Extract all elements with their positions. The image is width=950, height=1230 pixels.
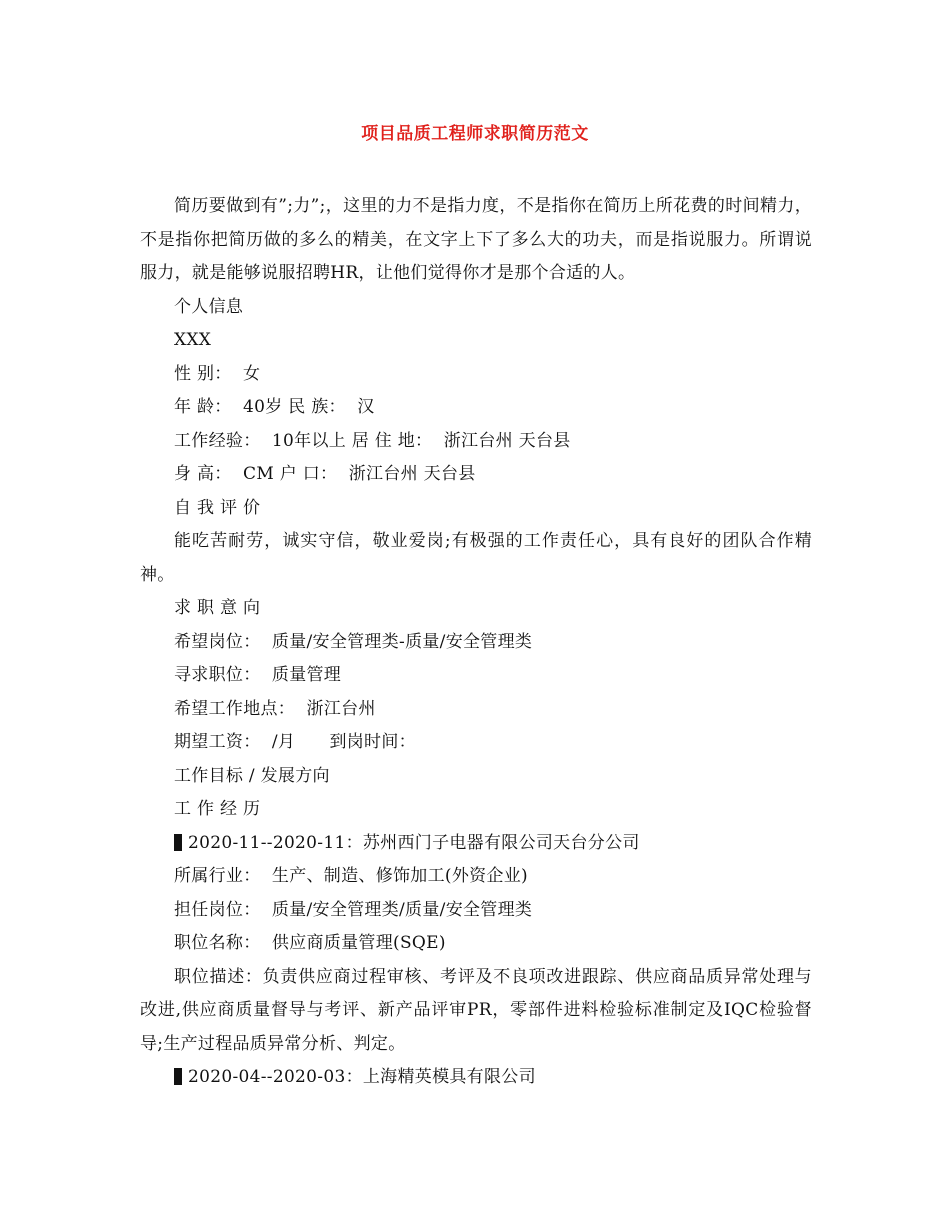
job1-industry-line: 所属行业： 生产、制造、修饰加工(外资企业): [174, 866, 528, 886]
document-title: 项目品质工程师求职简历范文: [361, 124, 589, 144]
job1-description: 职位描述：负责供应商过程审核、考评及不良项改进跟踪、供应商品质异常处理与改进,供应商质量督导与考评、新产品评审PR，零部件进料检验标准制定及IQC检验督导;生产过程品质异常分析、判定。: [140, 966, 812, 1054]
intro-paragraph: 简历要做到有”;力”;，这里的力不是指力度，不是指你在简历上所花费的时间精力，不是指你把简历做的多么的精美，在文字上下了多么大的功夫，而是指说服力。所谓说服力，就是能够说服招聘HR，让他们觉得你才是那个合适的人。: [140, 196, 812, 283]
work-history-heading: 工 作 经 历: [174, 799, 261, 819]
candidate-name: XXX: [174, 330, 212, 350]
job2-header-text: 2020-04--2020-03：上海精英模具有限公司: [188, 1067, 536, 1087]
bullet-icon: [174, 834, 182, 851]
age-line: 年 龄： 40岁 民 族： 汉: [174, 397, 375, 417]
job1-header: [140, 827, 812, 861]
self-eval-paragraph: 能吃苦耐劳，诚实守信，敬业爱岗;有极强的工作责任心，具有良好的团队合作精神。: [140, 531, 812, 585]
goal-line: 工作目标 / 发展方向: [174, 765, 330, 786]
job1-title-line: 职位名称： 供应商质量管理(SQE): [174, 933, 446, 953]
desired-position-line: 希望岗位： 质量/安全管理类-质量/安全管理类: [174, 631, 533, 652]
salary-line: 期望工资： /月 到岗时间：: [174, 732, 416, 752]
gender-line: 性 别： 女: [174, 363, 261, 384]
document-body: [140, 190, 812, 1095]
job1-header-text: 2020-11--2020-11：苏州西门子电器有限公司天台分公司: [188, 832, 640, 853]
experience-line: 工作经验： 10年以上 居 住 地： 浙江台州 天台县: [174, 430, 571, 451]
job2-header: [140, 1061, 812, 1095]
seeking-position-line: 寻求职位： 质量管理: [174, 665, 342, 685]
job-intent-heading: 求 职 意 向: [174, 598, 261, 618]
self-eval-heading: 自 我 评 价: [174, 497, 261, 518]
desired-location-line: 希望工作地点： 浙江台州: [174, 698, 376, 719]
height-line: 身 高： CM 户 口： 浙江台州 天台县: [174, 464, 476, 484]
personal-info-heading: 个人信息: [174, 296, 244, 317]
job1-role-line: 担任岗位： 质量/安全管理类/质量/安全管理类: [174, 899, 533, 920]
bullet-icon: [174, 1068, 182, 1085]
